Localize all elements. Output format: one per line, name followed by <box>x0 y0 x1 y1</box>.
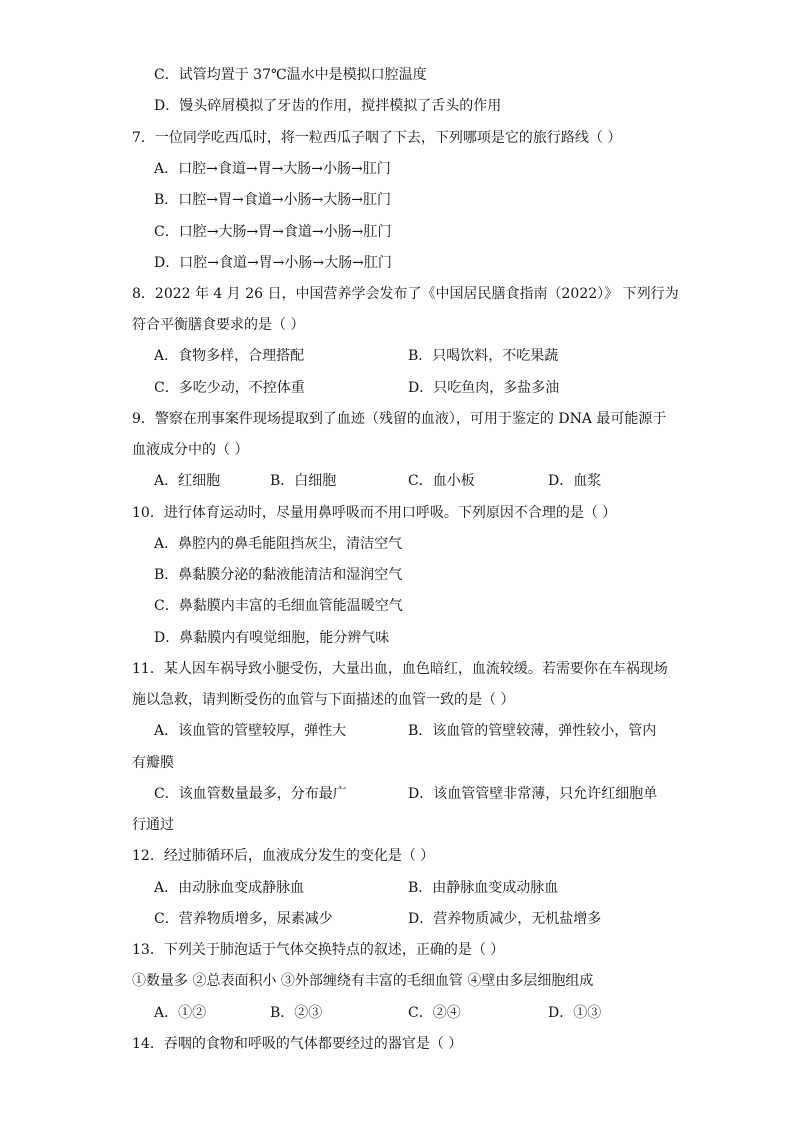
q9-option-b: B．白细胞 <box>270 473 337 489</box>
q9-stem-line2: 血液成分中的（ ） <box>132 442 249 458</box>
q10-stem: 10．进行体育运动时，尽量用鼻呼吸而不用口呼吸。下列原因不合理的是（ ） <box>132 505 617 521</box>
q12-options-row1 <box>0 878 794 898</box>
q8-option-b: B．只喝饮料，不吃果蔬 <box>408 348 559 364</box>
q8-stem-line2: 符合平衡膳食要求的是（ ） <box>132 317 305 333</box>
q7-stem: 7．一位同学吃西瓜时，将一粒西瓜子咽了下去，下列哪项是它的旅行路线（ ） <box>132 130 622 146</box>
q6-option-d: D．馒头碎屑模拟了牙齿的作用，搅拌模拟了舌头的作用 <box>154 98 502 114</box>
q12-option-a: A．由动脉血变成静脉血 <box>154 880 305 896</box>
q8-option-c: C．多吃少动，不控体重 <box>154 380 305 396</box>
q10-option-b: B．鼻黏膜分泌的黏液能清洁和湿润空气 <box>154 567 403 583</box>
q6-option-c: C．试管均置于 37℃温水中是模拟口腔温度 <box>154 67 427 83</box>
q12-option-c: C．营养物质增多，尿素减少 <box>154 911 333 927</box>
q8-options-row2 <box>0 378 794 398</box>
q9-option-d: D．血浆 <box>548 473 602 489</box>
q9-stem-line1: 9．警察在刑事案件现场提取到了血迹（残留的血液），可用于鉴定的 DNA 最可能源于 <box>132 411 667 427</box>
q10-option-c: C．鼻黏膜内丰富的毛细血管能温暖空气 <box>154 598 403 614</box>
q11-options-row1 <box>0 721 794 741</box>
q9-option-c: C．血小板 <box>408 473 475 489</box>
q8-stem-line1: 8．2022 年 4 月 26 日，中国营养学会发布了《中国居民膳食指南（2022）》 下列行为 <box>132 286 679 302</box>
q13-items: ①数量多 ②总表面积小 ③外部缠绕有丰富的毛细血管 ④壁由多层细胞组成 <box>132 973 594 989</box>
q13-stem: 13．下列关于肺泡适于气体交换特点的叙述，正确的是（ ） <box>132 942 505 958</box>
q10-option-a: A．鼻腔内的鼻毛能阻挡灰尘，清洁空气 <box>154 536 403 552</box>
q13-option-c: C．②④ <box>408 1005 461 1021</box>
q12-option-d: D．营养物质减少，无机盐增多 <box>408 911 602 927</box>
q8-option-d: D．只吃鱼肉，多盐多油 <box>408 380 560 396</box>
q11-option-b-continued: 有瓣膜 <box>132 755 174 771</box>
q8-options-row1 <box>0 346 794 366</box>
q13-option-a: A．①② <box>154 1005 207 1021</box>
q11-option-a: A．该血管的管壁较厚，弹性大 <box>154 723 347 739</box>
q11-option-c: C．该血管数量最多，分布最广 <box>154 786 347 802</box>
q11-stem-line2: 施以急救，请判断受伤的血管与下面描述的血管一致的是（ ） <box>132 692 515 708</box>
q11-option-d-continued: 行通过 <box>132 817 174 833</box>
q12-stem: 12．经过肺循环后，血液成分发生的变化是（ ） <box>132 848 435 864</box>
q11-option-b: B．该血管的管壁较薄，弹性较小，管内 <box>408 723 657 739</box>
q8-option-a: A．食物多样，合理搭配 <box>154 348 305 364</box>
q7-option-b: B．口腔→胃→食道→小肠→大肠→肛门 <box>154 192 391 208</box>
q7-option-a: A．口腔→食道→胃→大肠→小肠→肛门 <box>154 161 391 177</box>
q9-options-row <box>0 471 794 491</box>
q11-stem-line1: 11．某人因车祸导致小腿受伤，大量出血，血色暗红，血流较缓。若需要你在车祸现场 <box>132 661 668 677</box>
q13-options-row <box>0 1003 794 1023</box>
q10-option-d: D．鼻黏膜内有嗅觉细胞，能分辨气味 <box>154 630 390 646</box>
q9-option-a: A．红细胞 <box>154 473 221 489</box>
q12-options-row2 <box>0 909 794 929</box>
q11-option-d: D．该血管管壁非常薄，只允许红细胞单 <box>408 786 658 802</box>
q7-option-c: C．口腔→大肠→胃→食道→小肠→肛门 <box>154 224 392 240</box>
q13-option-d: D．①③ <box>548 1005 602 1021</box>
q7-option-d: D．口腔→食道→胃→小肠→大肠→肛门 <box>154 255 392 271</box>
q11-options-row2 <box>0 784 794 804</box>
q14-stem: 14．吞咽的食物和呼吸的气体都要经过的器官是（ ） <box>132 1036 463 1052</box>
q13-option-b: B．②③ <box>270 1005 323 1021</box>
q12-option-b: B．由静脉血变成动脉血 <box>408 880 559 896</box>
